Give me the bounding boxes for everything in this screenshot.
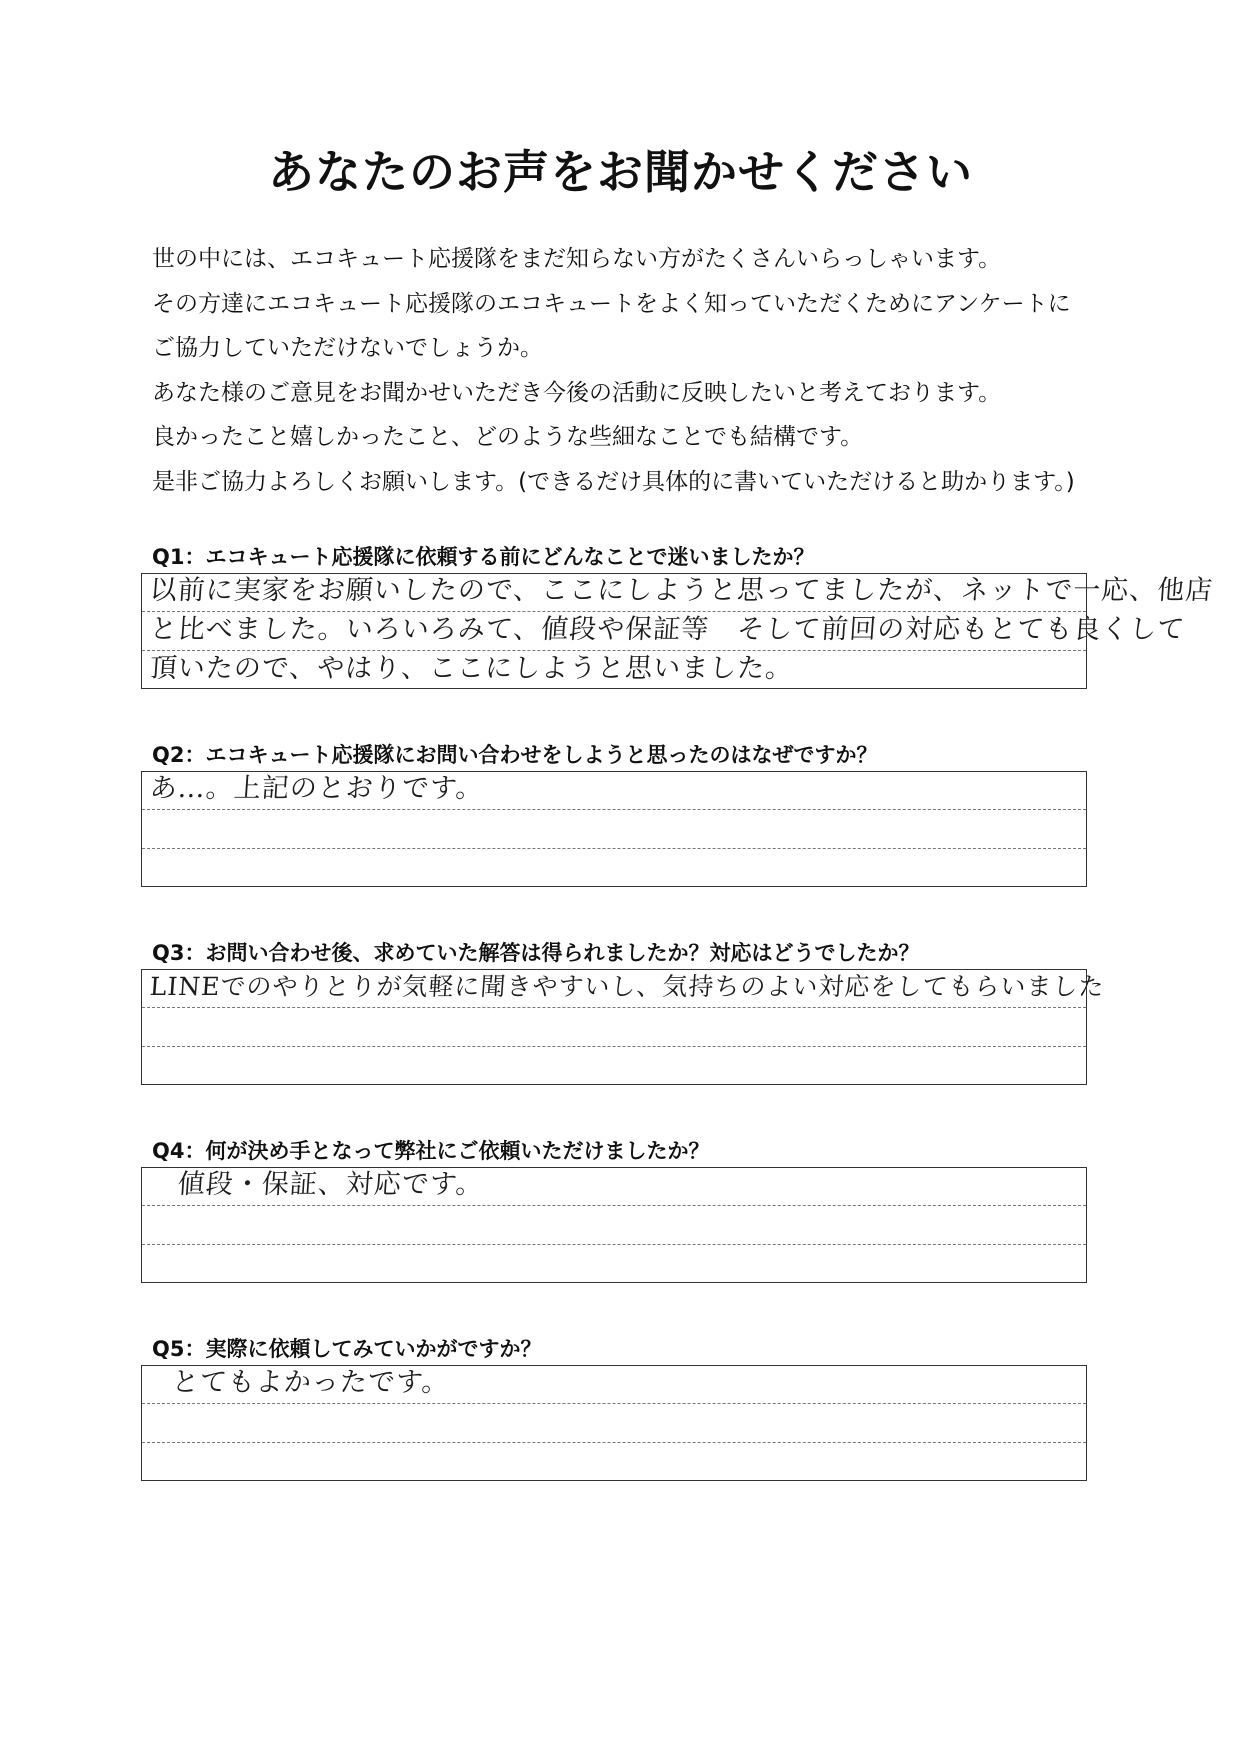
handwritten-answer: 値段・保証、対応です。 bbox=[176, 1169, 485, 1201]
handwritten-answer: と比べました。いろいろみて、値段や保証等 そして前回の対応もとても良くして bbox=[148, 613, 1187, 645]
intro-text bbox=[152, 244, 1112, 511]
answer-line bbox=[142, 772, 1086, 810]
answer-line bbox=[142, 970, 1106, 1008]
answer-line bbox=[142, 1245, 1086, 1283]
answer-line bbox=[142, 1008, 1086, 1046]
answer-line bbox=[142, 612, 1187, 650]
answer-line bbox=[142, 1168, 1086, 1206]
question-3-label: Q3：お問い合わせ後、求めていた解答は得られましたか？対応はどうでしたか？ bbox=[152, 941, 920, 965]
answer-line bbox=[142, 1047, 1086, 1085]
handwritten-answer: 以前に実家をお願いしたので、ここにしようと思ってましたが、ネットで一応、他店 bbox=[148, 575, 1215, 607]
answer-box-2[interactable] bbox=[141, 771, 1087, 887]
handwritten-answer: LINEでのやりとりが気軽に聞きやすいし、気持ちのよい対応をしてもらいました bbox=[148, 972, 1106, 1002]
answer-line bbox=[142, 1443, 1086, 1481]
answer-line bbox=[142, 651, 1086, 689]
question-1-label: Q1：エコキュート応援隊に依頼する前にどんなことで迷いましたか？ bbox=[152, 545, 815, 569]
intro-line: ご協力していただけないでしょうか。 bbox=[152, 335, 543, 361]
answer-box-1[interactable] bbox=[141, 573, 1215, 689]
intro-line: 良かったこと嬉しかったこと、どのような些細なことでも結構です。 bbox=[152, 424, 864, 450]
intro-line: その方達にエコキュート応援隊のエコキュートをよく知っていただくためにアンケートに bbox=[152, 290, 1071, 317]
handwritten-answer: あ…。上記のとおりです。 bbox=[148, 773, 485, 805]
question-2-label: Q2：エコキュート応援隊にお問い合わせをしようと思ったのはなぜですか？ bbox=[152, 743, 878, 767]
answer-box-4[interactable] bbox=[141, 1167, 1087, 1283]
answer-box-3[interactable] bbox=[141, 969, 1106, 1085]
survey-title: あなたのお声をお聞かせください bbox=[268, 145, 973, 199]
answer-line bbox=[142, 1404, 1086, 1442]
intro-line: あなた様のご意見をお聞かせいただき今後の活動に反映したいと考えております。 bbox=[152, 379, 1002, 406]
question-5-label: Q5：実際に依頼してみていかがですか？ bbox=[152, 1337, 542, 1361]
intro-line: 世の中には、エコキュート応援隊をまだ知らない方がたくさんいらっしゃいます。 bbox=[152, 246, 1002, 272]
handwritten-answer: とてもよかったです。 bbox=[170, 1367, 451, 1399]
handwritten-answer: 頂いたので、やはり、ここにしようと思いました。 bbox=[148, 652, 795, 684]
answer-line bbox=[142, 849, 1086, 887]
answer-line bbox=[142, 1366, 1086, 1404]
question-4-label: Q4：何が決め手となって弊社にご依頼いただけましたか？ bbox=[152, 1139, 710, 1163]
answer-line bbox=[142, 810, 1086, 848]
answer-box-5[interactable] bbox=[141, 1365, 1087, 1481]
intro-line: 是非ご協力よろしくお願いします。(できるだけ具体的に書いていただけると助かります。) bbox=[152, 468, 1075, 495]
answer-line bbox=[142, 1206, 1086, 1244]
